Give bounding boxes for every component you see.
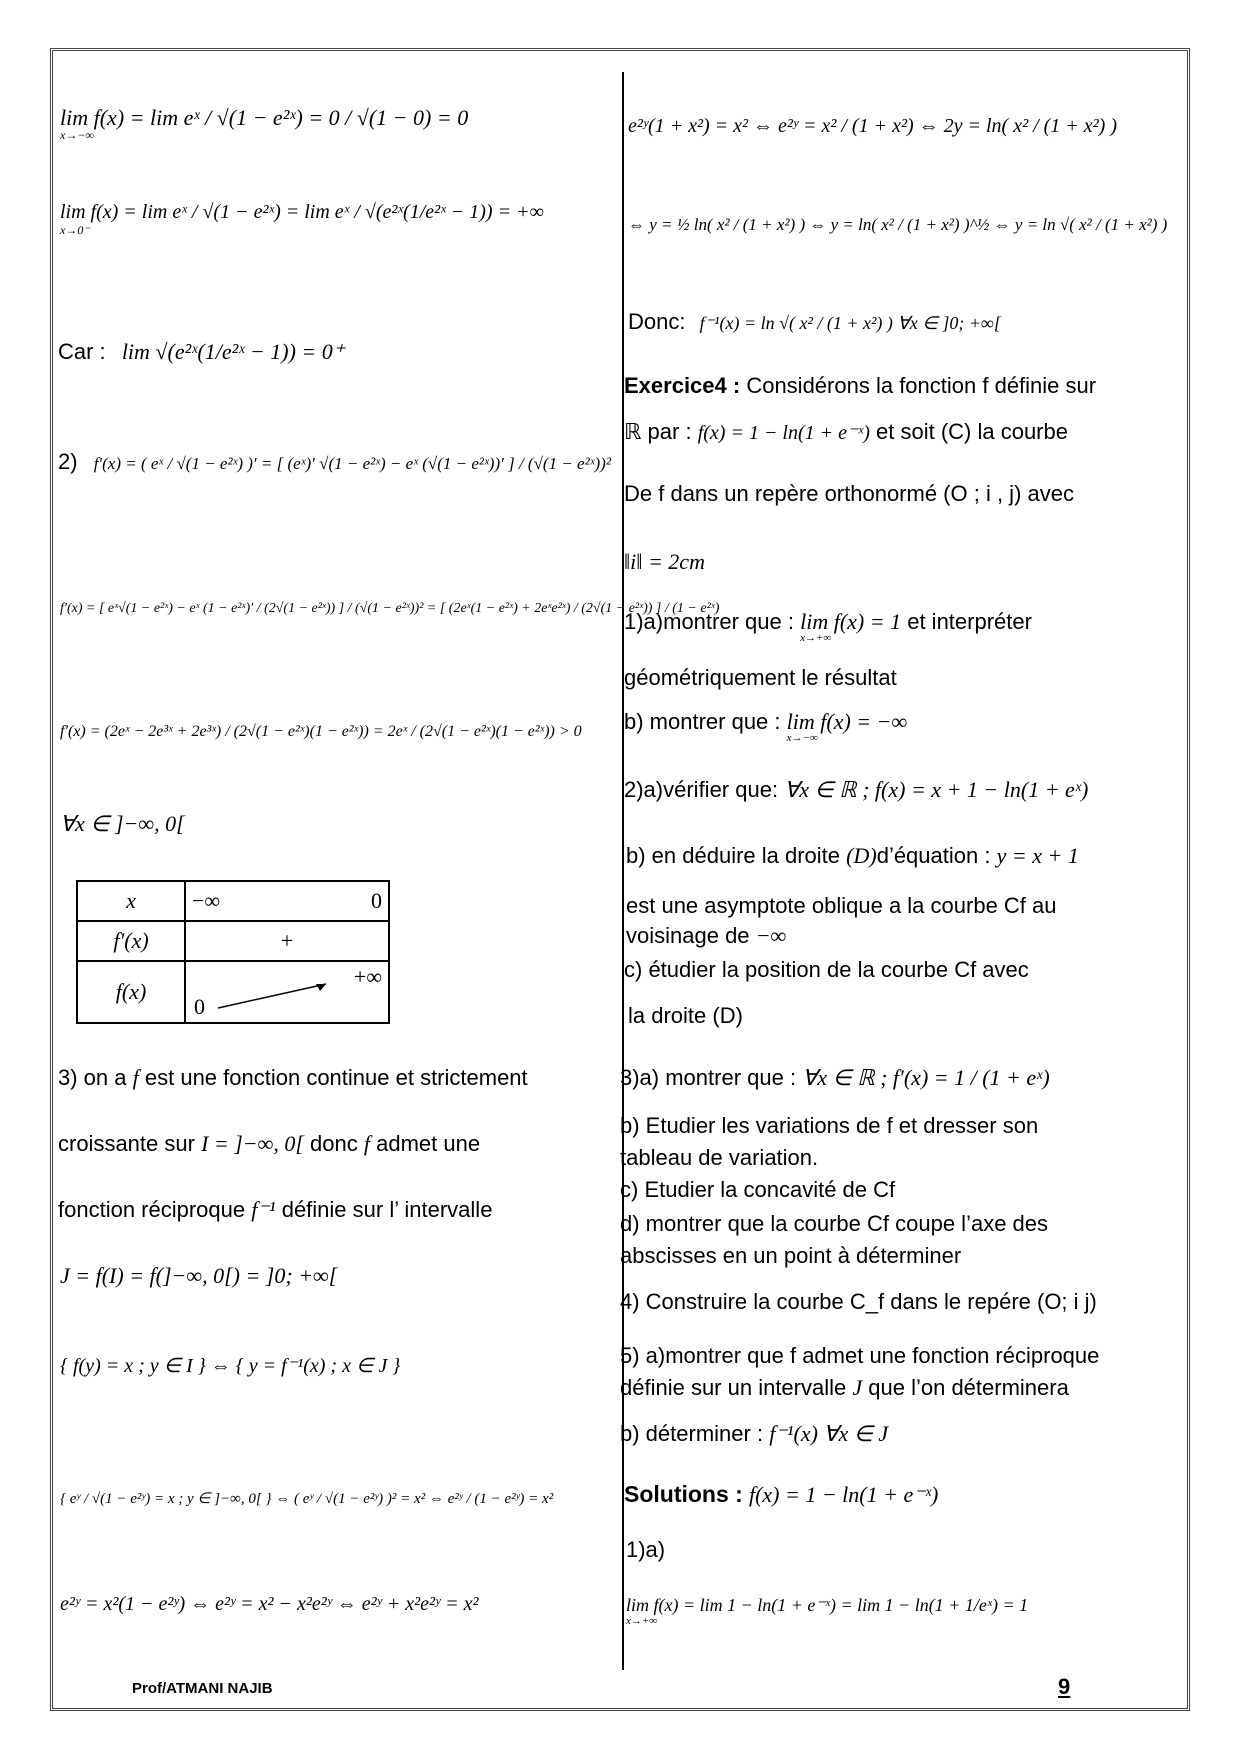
q3-line-2: [58, 1130, 480, 1158]
q3c-line: c) Etudier la concavité de Cf: [620, 1177, 896, 1202]
table-row: [77, 961, 389, 1023]
system-1: { f(y) = x ; y ∈ I } ⇔ { y = f⁻¹(x) ; x ∈ J }: [60, 1355, 401, 1377]
end-value: +∞: [353, 964, 382, 989]
solution-1a-label: 1)a): [626, 1537, 666, 1562]
q3b-line: b) Etudier les variations de f et dresser son: [620, 1113, 1039, 1138]
text: d’équation :: [876, 843, 991, 868]
exercise-4-line-2: [624, 418, 1068, 446]
text: 2)a)vérifier que:: [624, 777, 779, 802]
question-number: 2): [58, 449, 78, 474]
increasing-arrow-icon: [216, 978, 336, 1012]
text: croissante sur: [58, 1131, 195, 1156]
text: voisinage de: [626, 923, 750, 948]
car-label: Car :: [58, 339, 106, 364]
exercise-4-intro: [624, 372, 1096, 400]
derivative-formula: f′(x) = ( eˣ / √(1 − e²ˣ) )′ = [ (eˣ)′ √(1 − e²ˣ) − eˣ (√(1 − e²ˣ))′ ] / (√(1 − e²ˣ))²: [93, 454, 611, 473]
function-definition: f(x) = 1 − ln(1 + e⁻ˣ): [748, 1482, 939, 1507]
limit-zero-minus: [60, 200, 544, 238]
text: que l’on déterminera: [868, 1375, 1069, 1400]
interval-J: J = f(I) = f(]−∞, 0[) = ]0; +∞[: [60, 1263, 338, 1288]
line-equation: y = x + 1: [996, 843, 1079, 868]
limit-block: [800, 608, 901, 645]
text: ℝ par :: [624, 419, 692, 444]
text: et interpréter: [907, 609, 1032, 634]
exercise-4-line-3: De f dans un repère orthonormé (O ; i , j) avec: [624, 481, 1074, 506]
table-cell: +: [185, 921, 389, 961]
limit-expression: lim f(x) = lim eˣ / √(1 − e²ˣ) = lim eˣ / √(e²ˣ(1/e²ˣ − 1)) = +∞: [60, 201, 544, 223]
text: donc: [310, 1131, 358, 1156]
author-footer: Prof/ATMANI NAJIB: [132, 1680, 273, 1697]
q1a-line-2: géométriquement le résultat: [624, 665, 897, 690]
derivative-step-3: f′(x) = (2eˣ − 2e³ˣ + 2e³ˣ) / (2√(1 − e²ˣ)(1 − e²ˣ)) = 2eˣ / (2√(1 − e²ˣ)(1 − e²ˣ)) > 0: [60, 723, 582, 740]
table-row: [77, 921, 389, 961]
zero-bound: 0: [371, 888, 382, 913]
table-cell: f′(x): [77, 921, 185, 961]
q5b-line: [620, 1420, 888, 1448]
derivative-identity: ∀x ∈ ℝ ; f′(x) = 1 / (1 + eˣ): [802, 1065, 1050, 1090]
limit-expression: lim f(x) = lim eˣ / √(1 − e²ˣ) = 0 / √(1 − 0) = 0: [60, 105, 469, 130]
minus-infinity: −∞: [755, 923, 787, 948]
limit-minus-infinity: [60, 104, 468, 143]
text: définie sur l’ intervalle: [281, 1197, 493, 1222]
text: est une fonction continue et strictement: [144, 1065, 528, 1090]
minus-infinity: −∞: [192, 888, 221, 913]
text: b) déterminer :: [620, 1421, 764, 1446]
q2a-line: [624, 776, 1088, 804]
table-row: [77, 881, 389, 921]
text: admet une: [376, 1131, 481, 1156]
table-cell: f(x): [77, 961, 185, 1023]
text: 3) on a: [58, 1065, 127, 1090]
q3d-line: d) montrer que la courbe Cf coupe l’axe des: [620, 1211, 1049, 1236]
q1b-line: [624, 708, 907, 745]
inverse-expression: f⁻¹(x) ∀x ∈ J: [769, 1421, 889, 1446]
q3d-line-2: abscisses en un point à déterminer: [620, 1243, 962, 1268]
text: définie sur un intervalle: [620, 1375, 847, 1400]
system-2: { eʸ / √(1 − e²ʸ) = x ; y ∈ ]−∞, 0[ } ⇔ ( eʸ / √(1 − e²ʸ) )² = x² ⇔ e²ʸ / (1 − e²ʸ) = x²: [60, 1491, 554, 1507]
function-definition: f(x) = 1 − ln(1 + e⁻ˣ): [697, 422, 870, 444]
q2b-line-3: [626, 922, 786, 950]
q3-line-3: [58, 1196, 492, 1224]
table-cell: x: [77, 881, 185, 921]
interval-J: J: [852, 1375, 863, 1400]
donc-line: [628, 308, 1001, 336]
limit-expression: lim f(x) = −∞: [786, 709, 908, 734]
limit-subscript: x→−∞: [60, 127, 94, 142]
q1a-line: [624, 608, 1032, 645]
q3a-line: [620, 1064, 1050, 1092]
interval-I: I = ]−∞, 0[: [201, 1131, 304, 1156]
line-D: (D): [846, 843, 877, 868]
limit-subscript: x→−∞: [786, 731, 818, 744]
page-number: 9: [1058, 1674, 1071, 1699]
inverse-result: f⁻¹(x) = ln √( x² / (1 + x²) ) ∀x ∈ ]0; +∞[: [699, 313, 1001, 333]
limit-subscript: x→0⁻: [60, 223, 90, 237]
q2c-line-2: la droite (D): [628, 1003, 743, 1028]
start-value: 0: [194, 994, 205, 1019]
text: Considérons la fonction f définie sur: [746, 373, 1097, 398]
text: et soit (C) la courbe: [876, 419, 1068, 444]
text: fonction réciproque: [58, 1197, 246, 1222]
solutions-title: Solutions :: [624, 1481, 743, 1507]
inverse-f: f⁻¹: [251, 1197, 276, 1222]
variation-table: [76, 880, 390, 1024]
question-2-derivative: [58, 448, 611, 476]
domain-statement: ∀x ∈ ]−∞, 0[: [60, 811, 185, 836]
solutions-line: [624, 1480, 938, 1509]
q2b-line: [626, 842, 1079, 870]
car-math: lim √(e²ˣ(1/e²ˣ − 1)) = 0⁺: [121, 339, 345, 364]
donc-label: Donc:: [628, 309, 686, 334]
right-eq-1: e²ʸ(1 + x²) = x² ⇔ e²ʸ = x² / (1 + x²) ⇔ 2y = ln( x² / (1 + x²) ): [628, 115, 1117, 137]
q5a-line-2: [620, 1374, 1069, 1402]
solution-limit: [626, 1594, 1028, 1628]
exercise-title: Exercice4 :: [624, 373, 741, 398]
identity: ∀x ∈ ℝ ; f(x) = x + 1 − ln(1 + eˣ): [784, 777, 1089, 802]
limit-subscript: x→+∞: [800, 631, 832, 644]
right-eq-2: ⇔ y = ½ ln( x² / (1 + x²) ) ⇔ y = ln( x² / (1 + x²) )^½ ⇔ y = ln √( x² / (1 + x²) ): [628, 215, 1168, 234]
car-line: [58, 338, 344, 366]
limit-block: [787, 708, 908, 745]
table-cell: [185, 961, 389, 1023]
q3b-line-2: tableau de variation.: [620, 1145, 819, 1170]
q5a-line: 5) a)montrer que f admet une fonction réciproque: [620, 1343, 1100, 1368]
q3-line-1: [58, 1064, 528, 1092]
text: 1)a)montrer que :: [624, 609, 794, 634]
func-f: f: [132, 1065, 139, 1090]
q4-line: 4) Construire la courbe C_f dans le repére (O; i j): [620, 1289, 1097, 1314]
text: 3)a) montrer que :: [620, 1065, 797, 1090]
func-f: f: [363, 1131, 370, 1156]
text: b) en déduire la droite: [626, 843, 841, 868]
limit-subscript: x→+∞: [626, 1614, 658, 1627]
unit-length: ‖i‖ = 2cm: [624, 549, 705, 574]
derivative-step-2: f′(x) = [ eˣ√(1 − e²ˣ) − eˣ (1 − e²ˣ)′ / (2√(1 − e²ˣ)) ] / (√(1 − e²ˣ))² = [ (2eˣ(1 − e²ˣ) + 2eˣe²ˣ) / (2√(1 − e²ˣ)) ] / (1 − e²ˣ): [60, 601, 720, 616]
limit-expression: lim f(x) = 1: [800, 609, 902, 634]
q2c-line: c) étudier la position de la courbe Cf avec: [624, 957, 1029, 982]
limit-expression: lim f(x) = lim 1 − ln(1 + e⁻ˣ) = lim 1 − ln(1 + 1/eˣ) = 1: [626, 1595, 1029, 1615]
text: b) montrer que :: [624, 709, 781, 734]
equation-last: e²ʸ = x²(1 − e²ʸ) ⇔ e²ʸ = x² − x²e²ʸ ⇔ e²ʸ + x²e²ʸ = x²: [60, 1593, 479, 1615]
q2b-line-2: est une asymptote oblique a la courbe Cf au: [626, 893, 1057, 918]
table-cell: [185, 881, 389, 921]
